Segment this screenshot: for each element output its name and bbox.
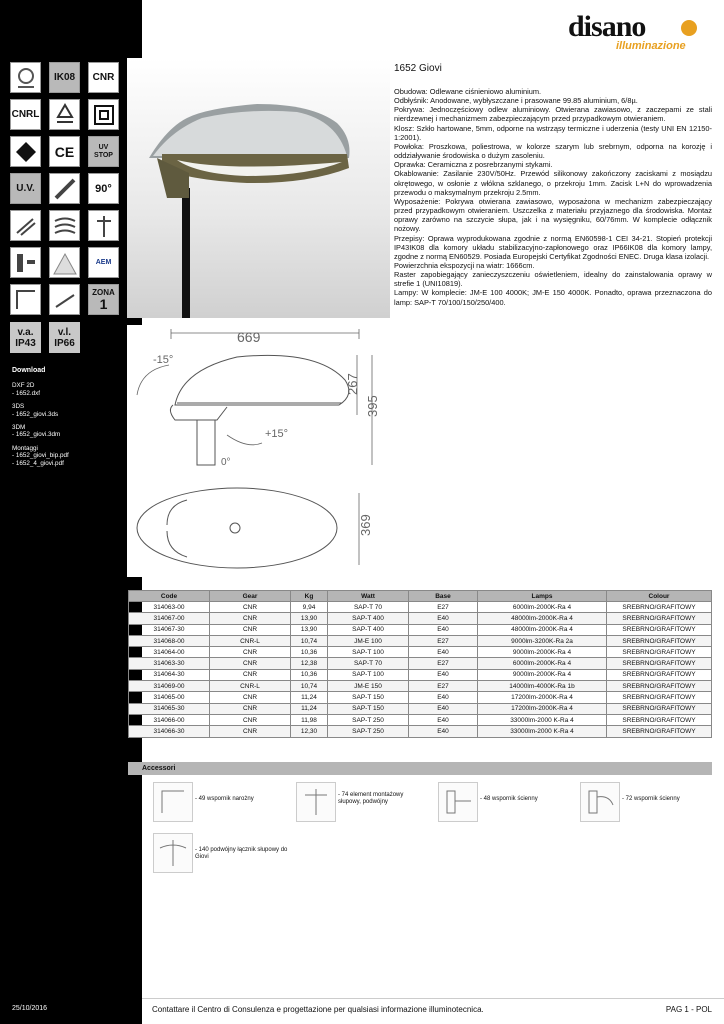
table-cell: SREBRNO/GRAFITOWY [607,714,712,725]
document-date: 25/10/2016 [12,1005,48,1012]
accessories-heading: Accessori [128,762,712,775]
table-row [129,602,712,613]
accessory-label: - 140 podwójny łącznik słupowy do Giovi [195,847,288,860]
table-cell: 33000lm-2000 K-Ra 4 [478,714,607,725]
table-cell: SAP-T 100 [328,669,409,680]
mounting-icon [10,247,41,278]
col-watt: Watt [328,591,409,602]
table-row [129,624,712,635]
tilt-icon [49,284,80,315]
table-cell: SREBRNO/GRAFITOWY [607,635,712,646]
uv-stop-icon: UV STOP [88,136,119,167]
table-cell: SAP-T 150 [328,703,409,714]
table-cell: 314069-00 [129,681,210,692]
zona-icon [88,284,119,315]
table-cell: JM-E 150 [328,681,409,692]
col-gear: Gear [210,591,291,602]
cnrl-icon: CNRL [10,99,41,130]
table-cell: SREBRNO/GRAFITOWY [607,726,712,737]
download-heading: Download [12,367,46,374]
table-cell: 13,90 [291,624,328,635]
table-cell: SREBRNO/GRAFITOWY [607,658,712,669]
pole-icon [88,210,119,241]
table-row [129,692,712,703]
table-cell: 48000lm-2000K-Ra 4 [478,624,607,635]
accessory-label: - 72 wspornik ścienny [622,796,680,802]
desc-wind: Powierzchnia ekspozycji na wiatr: 1666cm. [394,260,535,270]
col-lamps: Lamps [478,591,607,602]
table-row [129,681,712,692]
ip-vl-label: v.l. [57,326,72,338]
table-cell: E40 [409,669,478,680]
table-cell: CNR [210,624,291,635]
table-cell: 11,24 [291,692,328,703]
product-title: 1652 Giovi [394,63,442,74]
ip-va-label: v.a. [17,326,34,338]
table-cell: 9000lm-2000K-Ra 4 [478,669,607,680]
table-cell: E40 [409,647,478,658]
zona-number: 1 [99,296,108,312]
technical-drawing [127,325,381,577]
table-cell: 10,74 [291,681,328,692]
download-group-title: DXF 2D [12,382,35,390]
accessory-label: - 74 element montażowy słupowy, podwójny [338,792,404,805]
ik08-icon: IK08 [49,62,80,93]
angle-plus15: +15° [265,428,289,440]
table-cell: 314066-30 [129,726,210,737]
table-cell: 48000lm-2000K-Ra 4 [478,613,607,624]
table-cell: SREBRNO/GRAFITOWY [607,669,712,680]
table-cell: SAP-T 150 [328,692,409,703]
col-colour: Colour [607,591,712,602]
accessory-image [296,782,336,822]
table-cell: 10,36 [291,647,328,658]
table-cell: CNR [210,658,291,669]
table-cell: CNR [210,613,291,624]
desc-cover: Pokrywa: Jednoczęściowy odlew aluminiowy. Otwierana zawiasowo, z zaczepami ze stali nierdzewnej i mechanizmem zabezpieczającym przed przypadkowym otwieraniem. [394,105,712,124]
table-row [129,613,712,624]
col-base: Base [409,591,478,602]
table-cell: SREBRNO/GRAFITOWY [607,624,712,635]
disano-logo [568,12,708,54]
download-group-title: 3DS [12,403,25,411]
download-link[interactable]: - 1652_giovi_bip.pdf [12,452,69,460]
table-cell: E40 [409,714,478,725]
desc-diffuser: Klosz: Szkło hartowane, 5mm, odporne na wstrząsy termiczne i uderzenia (testy UNI EN 12150-1:2001). [394,123,712,142]
glass-icon [49,173,80,204]
brand-sub: illuminazione [616,40,686,52]
brand-dot-icon [681,20,697,36]
aem-logo-icon: AEM [88,247,119,278]
desc-housing: Obudowa: Odlewane ciśnieniowo aluminium. [394,87,542,96]
table-row [129,714,712,725]
page-number: PAG 1 - POL [665,1005,712,1014]
table-cell: 12,38 [291,658,328,669]
table-cell: CNR [210,669,291,680]
download-group-montaggi [12,445,132,467]
table-cell: CNR [210,647,291,658]
uv-icon: U.V. [10,173,41,204]
table-cell: SAP-T 400 [328,624,409,635]
table-cell: SREBRNO/GRAFITOWY [607,647,712,658]
table-cell: E40 [409,613,478,624]
table-cell: 6000lm-2000K-Ra 4 [478,658,607,669]
dim-height-267: 267 [345,373,360,395]
table-cell: CNR [210,692,291,703]
accessory-image [438,782,478,822]
download-group-title: Montaggi [12,444,38,452]
table-cell: SREBRNO/GRAFITOWY [607,692,712,703]
table-cell: CNR-L [210,635,291,646]
table-cell: E27 [409,635,478,646]
table-cell: 10,36 [291,669,328,680]
download-link[interactable]: - 1652_giovi.3ds [12,410,59,418]
table-cell: 314063-30 [129,658,210,669]
col-code: Code [129,591,210,602]
light-cone-icon [49,247,80,278]
desc-lamps: Lampy: W komplecie: JM-E 100 4000K; JM-E 150 4000K. Ponadto, oprawa przeznaczona do lamp: SAP-T 70/100/150/250/400. [394,288,712,307]
angle-minus15: -15° [153,354,174,366]
download-group-dxf [12,382,132,397]
table-cell: E27 [409,658,478,669]
desc-raster: Raster zapobiegający zanieczyszczeniu oświetleniem, idealny do zainstalowania oprawy w strefie 1 (UNI10819). [394,270,712,289]
table-cell: 314065-00 [129,692,210,703]
ip43-badge [10,322,41,353]
table-cell: 10,74 [291,635,328,646]
angle-90-icon: 90° [88,173,119,204]
table-cell: SREBRNO/GRAFITOWY [607,613,712,624]
footer-note: Contattare il Centro di Consulenza e progettazione per qualsiasi informazione illuminotecnica. [152,1005,484,1014]
table-cell: SAP-T 100 [328,647,409,658]
class-ii-icon [88,99,119,130]
table-cell: 12,30 [291,726,328,737]
zona-label: ZONA [92,288,115,297]
desc-standards: Przepisy: Oprawa wyprodukowana zgodnie z normą EN60598-1 CEI 34-21. Stopień protekcji IP43IK08 dla komory układu stabilizacyjno-zapłonowego oraz IP66IK08 dla komory lampy, zgodne z normą EN60529. Posiada Europejski Certyfikat Zgodności ENEC. Druga klasa izolacji. [394,233,712,261]
desc-lampholder: Oprawka: Ceramiczna z posrebrzanymi stykami. [394,160,553,170]
table-row [129,703,712,714]
brand-name: disano [568,10,646,43]
table-cell: 314064-30 [129,669,210,680]
product-photo [127,58,390,318]
cnr-icon: CNR [88,62,119,93]
accessory-image [580,782,620,822]
download-group-3dm [12,424,132,439]
accessory-image [153,833,193,873]
table-cell: 17200lm-2000K-Ra 4 [478,692,607,703]
dim-depth-369: 369 [358,514,373,536]
table-cell: 314067-30 [129,624,210,635]
download-link[interactable]: - 1652_4_giovi.pdf [12,459,64,467]
temperature-icon [10,210,41,241]
table-row [129,658,712,669]
table-cell: 11,24 [291,703,328,714]
dim-width: 669 [237,329,261,345]
table-cell: SAP-T 400 [328,613,409,624]
dim-height-395: 395 [365,395,380,417]
ip-va-value: IP43 [15,337,36,349]
product-description [394,87,712,307]
table-cell: SREBRNO/GRAFITOWY [607,681,712,692]
ip66-badge [49,322,80,353]
table-cell: E40 [409,726,478,737]
table-cell: CNR-L [210,681,291,692]
desc-coating: Powłoka: Proszkowa, poliestrowa, w kolorze szarym lub srebrnym, odporna na korozję i oddziaływanie środowiska o dużym zasoleniu. [394,141,712,161]
table-cell: E27 [409,681,478,692]
table-cell: SREBRNO/GRAFITOWY [607,703,712,714]
table-cell: E40 [409,624,478,635]
enec-icon [10,136,41,167]
installation-icon [10,284,41,315]
table-cell: E40 [409,692,478,703]
table-cell: 14000lm-4000K-Ra 1b [478,681,607,692]
table-cell: 6000lm-2000K-Ra 4 [478,602,607,613]
table-cell: 11,98 [291,714,328,725]
download-link[interactable]: - 1652.dxf [12,389,41,397]
desc-wiring: Okablowanie: Zasilanie 230V/50Hz. Przewód silikonowy zakończony zaciskami z mosiądzu okrętowego, w osłonie z włókna szklanego, o przekroju 1mm. Zacisk L+N do wprowadzenia przewodu o maksymalnym przekroju 2.5mm. [394,169,712,197]
desc-reflector: Odbłyśnik: Anodowane, wybłyszczane i prasowane 99.85 aluminium, 6/8µ. [394,96,638,106]
table-cell: E27 [409,602,478,613]
table-cell: SAP-T 250 [328,726,409,737]
table-cell: E40 [409,703,478,714]
table-cell: 33000lm-2000 K-Ra 4 [478,726,607,737]
recycle-icon [49,99,80,130]
table-header-row [129,591,712,602]
table-cell: 13,90 [291,613,328,624]
table-cell: 314067-00 [129,613,210,624]
download-group-title: 3DM [12,424,26,432]
accessory-image [153,782,193,822]
table-cell: JM-E 100 [328,635,409,646]
accessory-label: - 48 wspornik ścienny [480,796,538,802]
table-cell: 314066-00 [129,714,210,725]
desc-equipment: Wyposażenie: Pokrywa otwierana zawiasowo, wyposażona w mechanizm zabezpieczający przed przypadkowym otwieraniem. Uszczelka z materiału przyjaznego dla środowiska. Montaż oprawy zarówno na szczycie słupa, jak i na wysięgniku, 60/76mm. W komplecie odłącznik nożowy. [394,196,712,234]
table-cell: SREBRNO/GRAFITOWY [607,602,712,613]
table-cell: SAP-T 70 [328,602,409,613]
table-cell: CNR [210,703,291,714]
table-row [129,669,712,680]
table-cell: 9,94 [291,602,328,613]
table-row [129,635,712,646]
ce-mark-icon: CE [49,136,80,167]
table-cell: SAP-T 70 [328,658,409,669]
ip-vl-value: IP66 [54,337,75,349]
download-group-3ds [12,403,132,418]
download-section [12,367,132,473]
col-kg: Kg [291,591,328,602]
table-cell: 17200lm-2000K-Ra 4 [478,703,607,714]
spec-table [128,590,712,738]
table-row [129,726,712,737]
angle-zero: 0° [221,457,231,468]
wind-icon [49,210,80,241]
table-cell: 314063-00 [129,602,210,613]
download-link[interactable]: - 1652_giovi.3dm [12,431,61,439]
accessory-label: - 49 wspornik narożny [195,796,254,802]
lamp-icon [10,62,41,93]
table-cell: CNR [210,714,291,725]
sidebar [0,0,142,1024]
table-cell: 9000lm-3200K-Ra 2a [478,635,607,646]
table-cell: 314065-30 [129,703,210,714]
footer-divider [142,998,724,999]
table-row [129,647,712,658]
table-cell: 314068-00 [129,635,210,646]
table-cell: CNR [210,602,291,613]
table-cell: 9000lm-2000K-Ra 4 [478,647,607,658]
table-cell: SAP-T 250 [328,714,409,725]
table-cell: 314064-00 [129,647,210,658]
table-cell: CNR [210,726,291,737]
